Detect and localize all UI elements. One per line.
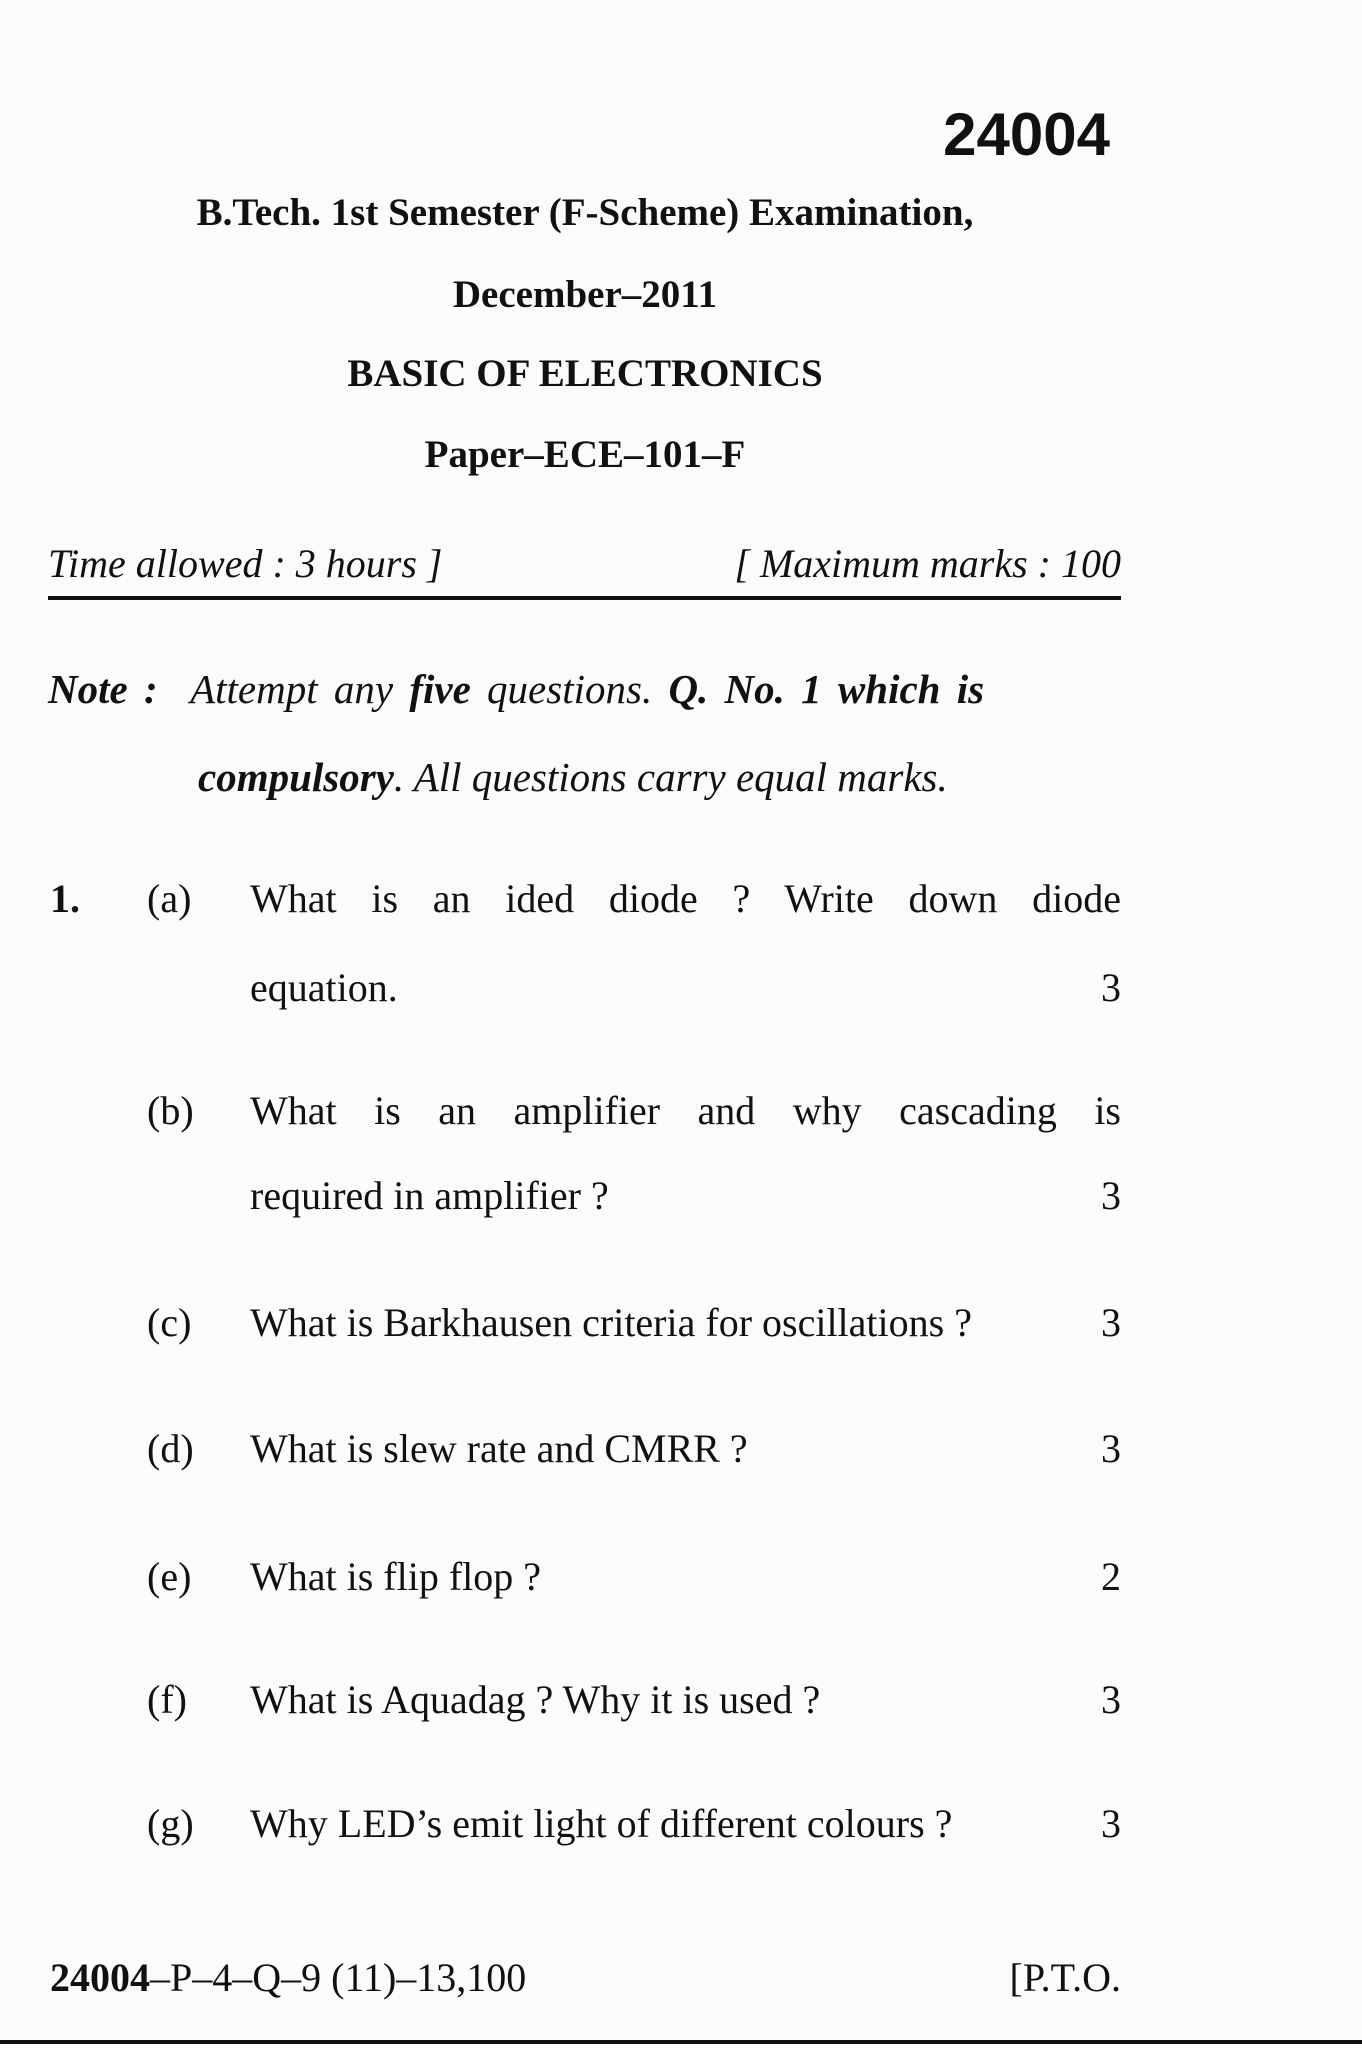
part-label: (g) (147, 1801, 194, 1846)
paper-code-line: Paper–ECE–101–F (424, 433, 746, 476)
footer-code-bold: 24004 (50, 1955, 150, 2000)
page-bottom-border (0, 2040, 1362, 2044)
note-emph: five (409, 666, 471, 712)
paper-code: 24004 (943, 101, 1110, 168)
footer-code (50, 1954, 526, 2001)
question-number: 1. (50, 876, 80, 921)
divider (48, 596, 1121, 600)
part-label: (c) (147, 1300, 192, 1345)
part-text: What is Aquadag ? Why it is used ? (250, 1677, 821, 1722)
part-text: What is Barkhausen criteria for oscillations ? (250, 1300, 972, 1345)
exam-session: December–2011 (452, 273, 718, 316)
part-text: Why LED’s emit light of different colours ? (250, 1801, 953, 1846)
part-label: (f) (147, 1677, 187, 1722)
note-text: . All questions carry equal marks. (393, 754, 948, 800)
footer-code-rest: –P–4–Q–9 (11)–13,100 (150, 1955, 527, 2000)
part-text: What is flip flop ? (250, 1554, 542, 1599)
note-text: Attempt any (190, 666, 410, 712)
note-emph: compulsory (198, 754, 394, 800)
part-marks: 3 (1101, 1801, 1121, 1846)
part-marks: 3 (1101, 1173, 1121, 1218)
part-marks: 3 (1101, 1300, 1121, 1345)
part-text: required in amplifier ? (250, 1173, 609, 1218)
maximum-marks: [ Maximum marks : 100 (734, 541, 1121, 586)
part-marks: 3 (1101, 1677, 1121, 1722)
part-label: (a) (147, 876, 192, 921)
note-emph: Q. No. 1 which is (668, 666, 985, 712)
part-text: What is slew rate and CMRR ? (250, 1426, 748, 1471)
part-label: (b) (147, 1088, 194, 1133)
subject-title: BASIC OF ELECTRONICS (347, 352, 823, 395)
note-label: Note : (48, 666, 158, 712)
pto-label: [P.T.O. (1009, 1955, 1121, 2000)
part-label: (d) (147, 1426, 194, 1471)
time-allowed: Time allowed : 3 hours ] (48, 541, 443, 586)
note-text: questions. (470, 666, 669, 712)
note-line-2 (198, 753, 948, 801)
part-marks: 2 (1101, 1554, 1121, 1599)
part-text: equation. (250, 965, 398, 1010)
part-marks: 3 (1101, 1426, 1121, 1471)
part-marks: 3 (1101, 965, 1121, 1010)
part-label: (e) (147, 1554, 192, 1599)
part-text: What is an ided diode ? Write down diode (250, 876, 1121, 921)
part-text: What is an amplifier and why cascading is (250, 1088, 1121, 1133)
note-line-1 (48, 665, 984, 713)
exam-title: B.Tech. 1st Semester (F-Scheme) Examination, (196, 191, 974, 234)
